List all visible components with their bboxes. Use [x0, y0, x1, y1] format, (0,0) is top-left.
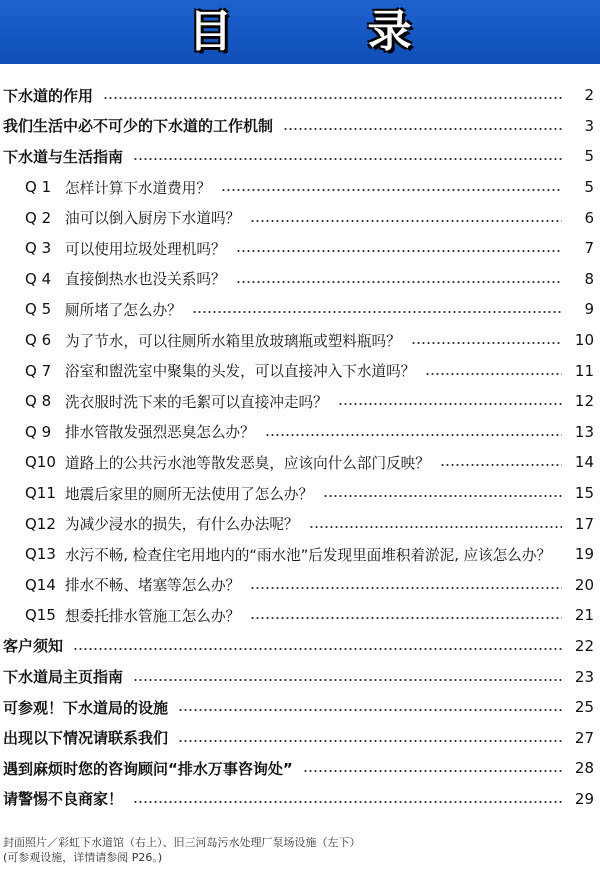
dot-leader [250, 220, 562, 222]
dot-leader [265, 434, 562, 436]
toc-question-row[interactable] [0, 478, 600, 509]
question-number: Q 7 [25, 361, 52, 380]
toc-section-row[interactable] [0, 141, 600, 172]
question-number: Q 2 [25, 208, 52, 227]
page-number: 12 [574, 392, 594, 411]
dot-leader [250, 617, 562, 619]
page-number: 23 [574, 667, 594, 686]
toc-entry-title: 地震后家里的厕所无法使用了怎么办？ [65, 485, 314, 503]
page-number: 3 [584, 116, 594, 135]
toc-entry-title: 直接倒热水也没关系吗？ [65, 271, 226, 289]
toc-entry-title: 排水管散发强烈恶臭怎么办？ [65, 424, 255, 442]
toc-section-row[interactable] [0, 631, 600, 662]
toc-question-row[interactable] [0, 202, 600, 233]
toc-question-row[interactable] [0, 508, 600, 539]
toc-question-row[interactable] [0, 264, 600, 295]
toc-entry-title: 下水道与生活指南 [3, 147, 124, 166]
page-number: 22 [574, 636, 594, 655]
toc-entry-title: 可参观！下水道局的设施 [3, 698, 169, 717]
page-number: 25 [574, 698, 594, 717]
question-number: Q14 [25, 575, 56, 594]
page-number: 28 [574, 759, 594, 778]
question-number: Q 8 [25, 392, 52, 411]
toc-entry-title: 水污不畅, 检查住宅用地内的“雨水池”后发现里面堆积着淤泥, 应该怎么办？ [65, 546, 552, 564]
toc-entry-title: 排水不畅、堵塞等怎么办？ [65, 577, 241, 595]
toc-entry-title: 厕所堵了怎么办？ [65, 301, 182, 319]
dot-leader [178, 740, 562, 742]
dot-leader [323, 495, 562, 497]
question-number: Q13 [25, 545, 56, 564]
toc-question-row[interactable] [0, 325, 600, 356]
toc-entry-title: 请警惕不良商家！ [3, 790, 124, 809]
page-number: 29 [574, 789, 594, 808]
question-number: Q 4 [25, 269, 52, 288]
dot-leader [283, 128, 562, 130]
question-number: Q 3 [25, 239, 52, 258]
toc-question-row[interactable] [0, 386, 600, 417]
header-banner [0, 0, 600, 64]
toc-section-row[interactable] [0, 722, 600, 753]
dot-leader [133, 801, 562, 803]
toc-question-row[interactable] [0, 233, 600, 264]
dot-leader [303, 770, 562, 772]
toc-question-row[interactable] [0, 600, 600, 631]
toc-entry-title: 我们生活中必不可少的下水道的工作机制 [3, 117, 274, 136]
page-number: 5 [584, 147, 594, 166]
toc-entry-title: 洗衣服时洗下来的毛絮可以直接冲走吗？ [65, 393, 328, 411]
toc-section-row[interactable] [0, 753, 600, 784]
page-number: 7 [584, 239, 594, 258]
page-number: 11 [574, 361, 594, 380]
dot-leader [309, 526, 562, 528]
dot-leader [103, 97, 562, 99]
toc-entry-title: 可以使用垃圾处理机吗？ [65, 240, 226, 258]
question-number: Q11 [25, 484, 56, 503]
toc-section-row[interactable] [0, 80, 600, 111]
dot-leader [236, 250, 562, 252]
toc-section-row[interactable] [0, 692, 600, 723]
toc-entry-title: 出现以下情况请联系我们 [3, 729, 169, 748]
table-of-contents [0, 80, 600, 814]
toc-entry-title: 下水道的作用 [3, 86, 94, 105]
dot-leader [133, 158, 562, 160]
page-number: 5 [584, 178, 594, 197]
toc-entry-title: 油可以倒入厨房下水道吗？ [65, 210, 241, 228]
page-number: 9 [584, 300, 594, 319]
toc-entry-title: 道路上的公共污水池等散发恶臭，应该向什么部门反映？ [65, 454, 430, 472]
page-number: 13 [574, 422, 594, 441]
caption-line-1: 封面照片／彩虹下水道馆（右上）、旧三河岛污水处理厂泵场设施（左下） [3, 836, 361, 849]
toc-entry-title: 怎样计算下水道费用？ [65, 179, 211, 197]
toc-entry-title: 遇到麻烦时您的咨询顾问“排水万事咨询处” [3, 759, 293, 778]
toc-entry-title: 客户须知 [3, 637, 64, 656]
toc-entry-title: 下水道局主页指南 [3, 668, 124, 687]
question-number: Q 5 [25, 300, 52, 319]
dot-leader [411, 342, 562, 344]
toc-entry-title: 浴室和盥洗室中聚集的头发，可以直接冲入下水道吗？ [65, 363, 416, 381]
dot-leader [236, 281, 562, 283]
dot-leader [425, 373, 562, 375]
question-number: Q 6 [25, 331, 52, 350]
page-number: 14 [574, 453, 594, 472]
page-number: 15 [574, 484, 594, 503]
toc-question-row[interactable] [0, 294, 600, 325]
question-number: Q 1 [25, 178, 52, 197]
question-number: Q 9 [25, 422, 52, 441]
toc-entry-title: 为了节水，可以往厕所水箱里放玻璃瓶或塑料瓶吗？ [65, 332, 401, 350]
dot-leader [250, 587, 562, 589]
dot-leader [561, 556, 562, 558]
dot-leader [338, 403, 562, 405]
toc-section-row[interactable] [0, 784, 600, 815]
page-number: 17 [574, 514, 594, 533]
dot-leader [133, 679, 562, 681]
page-number: 6 [584, 208, 594, 227]
page-number: 8 [584, 269, 594, 288]
page-number: 19 [574, 545, 594, 564]
toc-question-row[interactable] [0, 417, 600, 448]
question-number: Q15 [25, 606, 56, 625]
page-number: 21 [574, 606, 594, 625]
page-number: 2 [584, 86, 594, 105]
caption-line-2: (可参观设施，详情请参阅 P26。) [3, 851, 163, 864]
dot-leader [440, 464, 562, 466]
toc-section-row[interactable] [0, 111, 600, 142]
toc-question-row[interactable] [0, 447, 600, 478]
toc-question-row[interactable] [0, 355, 600, 386]
page-title: 目 录 [188, 6, 472, 57]
toc-question-row[interactable] [0, 539, 600, 570]
question-number: Q10 [25, 453, 56, 472]
dot-leader [192, 311, 562, 313]
toc-question-row[interactable] [0, 172, 600, 203]
cover-photo-caption [3, 835, 593, 865]
dot-leader [73, 648, 562, 650]
dot-leader [178, 709, 562, 711]
toc-section-row[interactable] [0, 661, 600, 692]
toc-question-row[interactable] [0, 570, 600, 601]
dot-leader [221, 189, 562, 191]
toc-entry-title: 为减少浸水的损失，有什么办法呢？ [65, 516, 299, 534]
page-number: 20 [574, 575, 594, 594]
question-number: Q12 [25, 514, 56, 533]
page-number: 27 [574, 728, 594, 747]
toc-entry-title: 想委托排水管施工怎么办？ [65, 607, 241, 625]
page-number: 10 [574, 331, 594, 350]
